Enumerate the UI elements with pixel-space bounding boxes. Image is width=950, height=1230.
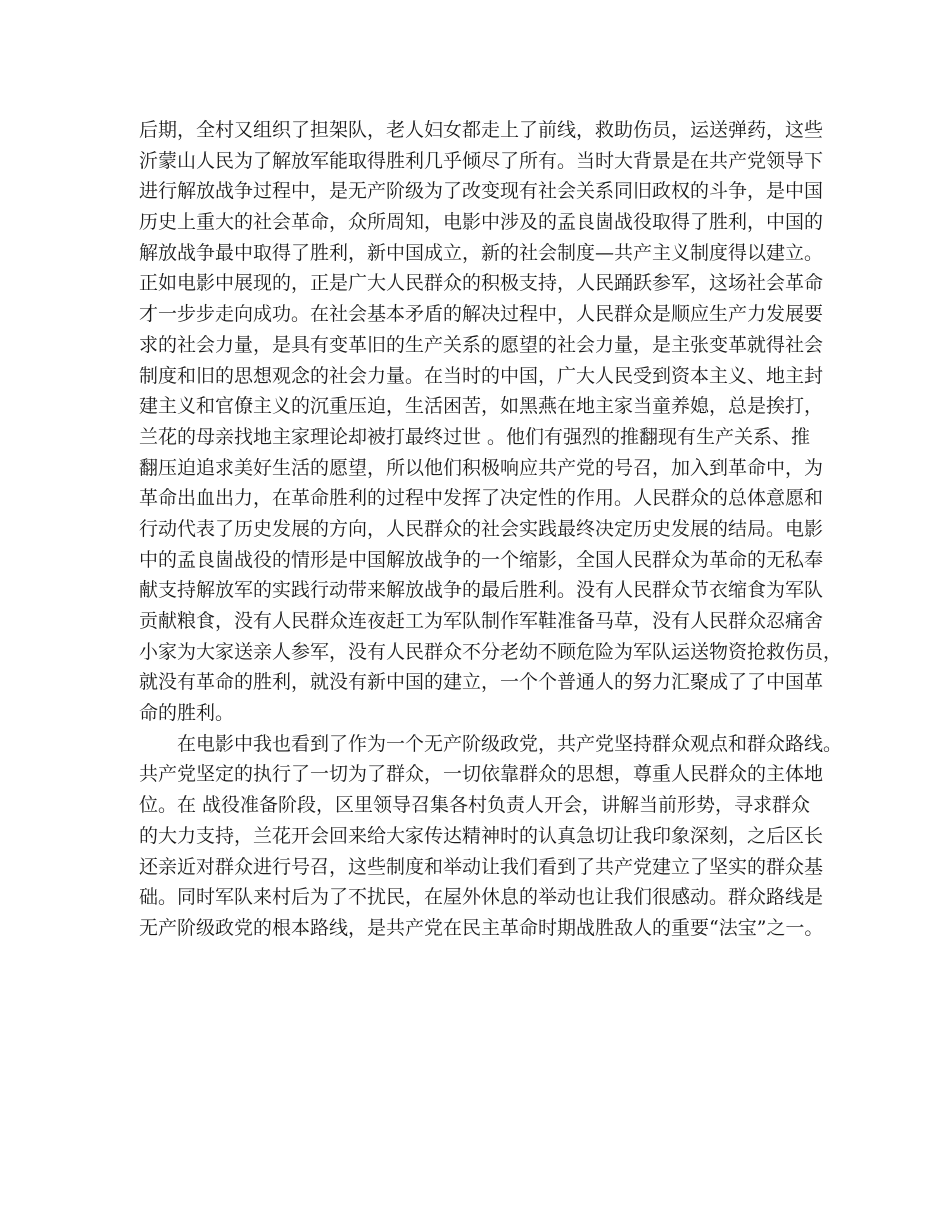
text-line: 制度和旧的思想观念的社会力量。在当时的中国，广大人民受到资本主义、地主封 bbox=[139, 364, 824, 387]
text-line: 后期，全村又组织了担架队，老人妇女都走上了前线，救助伤员，运送弹药，这些 bbox=[139, 119, 824, 141]
text-line: 建主义和官僚主义的沉重压迫，生活困苦，如黑燕在地主家当童养媳，总是挨打， bbox=[139, 395, 824, 418]
text-line: 小家为大家送亲人参军，没有人民群众不分老幼不顾危险为军队运送物资抢救伤员， bbox=[139, 640, 843, 663]
paragraph-start-line: 在电影中我也看到了作为一个无产阶级政党，共产党坚持群众观点和群众路线。 bbox=[139, 732, 843, 755]
text-line: 无产阶级政党的根本路线，是共产党在民主革命时期战胜敌人的重要“法宝”之一。 bbox=[139, 916, 824, 939]
text-line: 革命出血出力，在革命胜利的过程中发挥了决定性的作用。人民群众的总体意愿和 bbox=[139, 487, 824, 510]
text-line: 中的孟良崮战役的情形是中国解放战争的一个缩影，全国人民群众为革命的无私奉 bbox=[139, 548, 824, 571]
text-line: 就没有革命的胜利，就没有新中国的建立，一个个普通人的努力汇聚成了了中国革 bbox=[139, 671, 824, 694]
text-line: 共产党坚定的执行了一切为了群众，一切依靠群众的思想，尊重人民群众的主体地 bbox=[139, 763, 824, 786]
body-text bbox=[139, 115, 843, 944]
text-line: 还亲近对群众进行号召，这些制度和举动让我们看到了共产党建立了坚实的群众基 bbox=[139, 855, 824, 878]
text-line: 兰花的母亲找地主家理论却被打最终过世 。他们有强烈的推翻现有生产关系、推 bbox=[139, 425, 811, 448]
text-line: 的大力支持，兰花开会回来给大家传达精神时的认真急切让我印象深刻，之后区长 bbox=[139, 824, 824, 847]
text-line: 位。在 战役准备阶段，区里领导召集各村负责人开会，讲解当前形势，寻求群众 bbox=[139, 794, 811, 817]
text-line: 献支持解放军的实践行动带来解放战争的最后胜利。没有人民群众节衣缩食为军队 bbox=[139, 579, 824, 602]
text-line: 翻压迫追求美好生活的愿望，所以他们积极响应共产党的号召，加入到革命中，为 bbox=[139, 456, 824, 479]
text-line: 贡献粮食，没有人民群众连夜赶工为军队制作军鞋准备马草，没有人民群众忍痛舍 bbox=[139, 610, 824, 632]
text-line: 沂蒙山人民为了解放军能取得胜利几乎倾尽了所有。当时大背景是在共产党领导下 bbox=[139, 149, 824, 172]
text-line: 行动代表了历史发展的方向，人民群众的社会实践最终决定历史发展的结局。电影 bbox=[139, 517, 824, 540]
text-line: 正如电影中展现的，正是广大人民群众的积极支持，人民踊跃参军，这场社会革命 bbox=[139, 272, 824, 295]
text-line: 进行解放战争过程中，是无产阶级为了改变现有社会关系同旧政权的斗争，是中国 bbox=[139, 180, 824, 203]
text-line: 命的胜利。 bbox=[139, 702, 235, 725]
text-line: 解放战争最中取得了胜利，新中国成立，新的社会制度—共产主义制度得以建立。 bbox=[139, 241, 824, 264]
text-line: 才一步步走向成功。在社会基本矛盾的解决过程中，人民群众是顺应生产力发展要 bbox=[139, 303, 824, 326]
text-line: 历史上重大的社会革命，众所周知，电影中涉及的孟良崮战役取得了胜利，中国的 bbox=[139, 211, 824, 234]
text-line: 础。同时军队来村后为了不扰民，在屋外休息的举动也让我们很感动。群众路线是 bbox=[139, 886, 824, 909]
text-line: 求的社会力量，是具有变革旧的生产关系的愿望的社会力量，是主张变革就得社会 bbox=[139, 333, 824, 356]
